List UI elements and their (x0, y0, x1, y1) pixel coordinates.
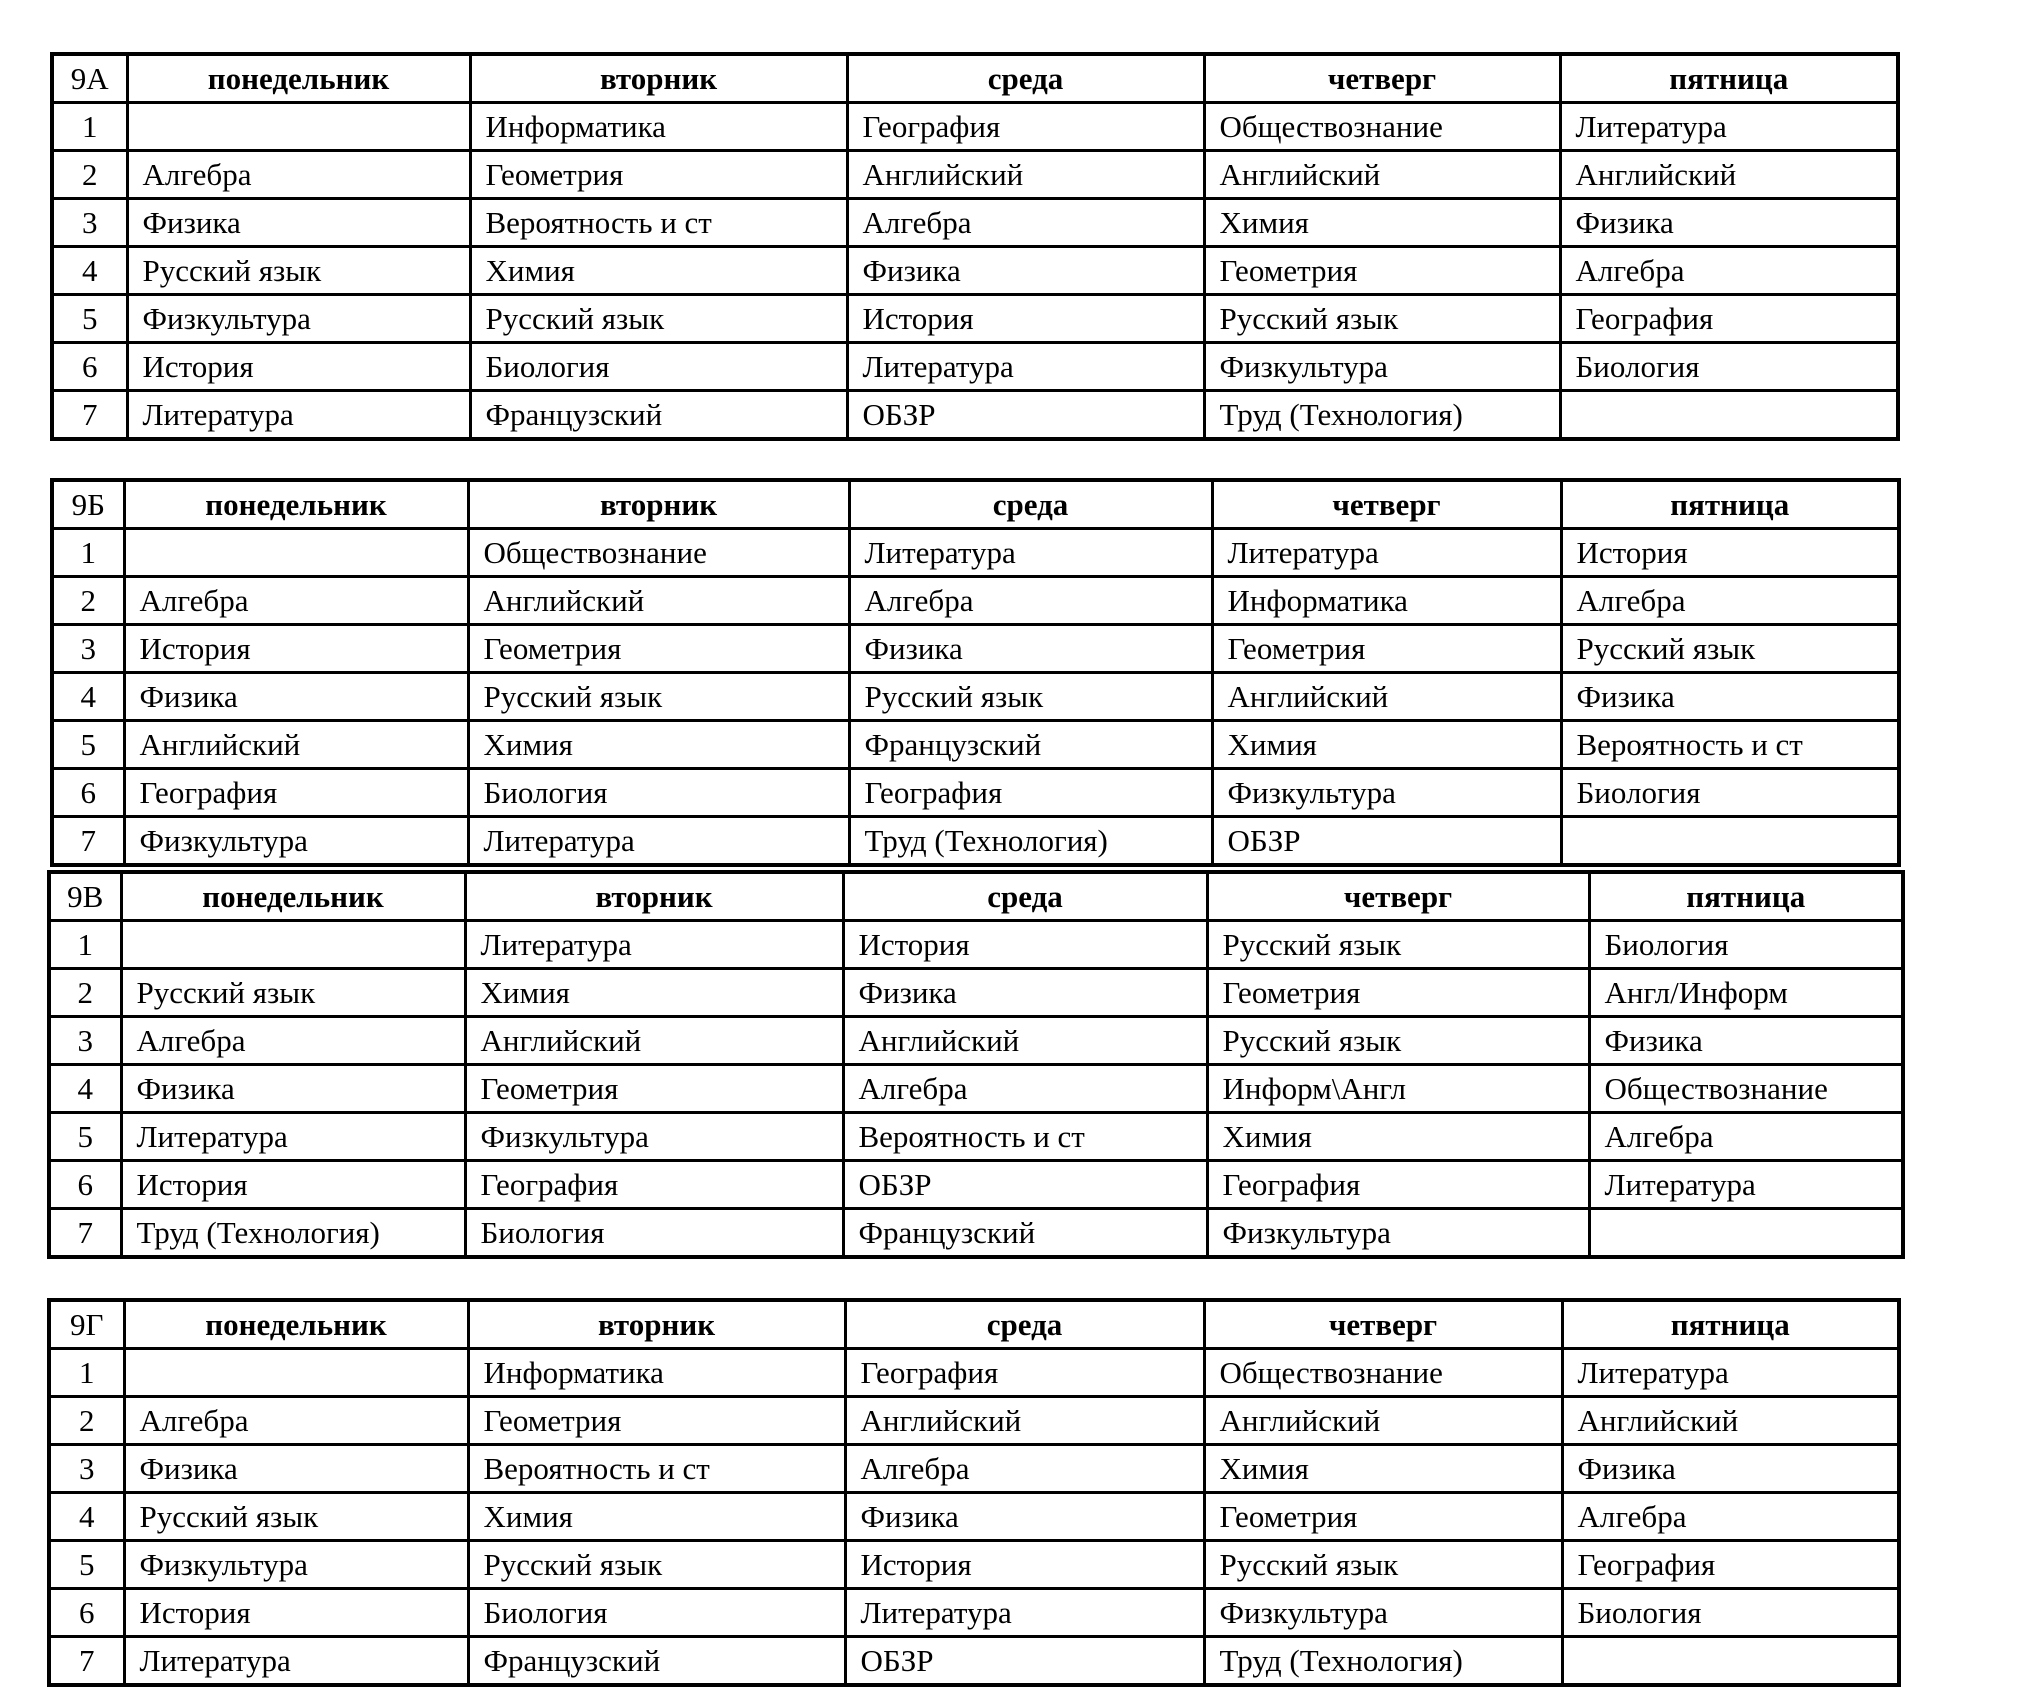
subject-cell: Английский (845, 1397, 1204, 1445)
lesson-number: 6 (52, 343, 127, 391)
subject-cell: Геометрия (1204, 1493, 1562, 1541)
lesson-number: 2 (52, 151, 127, 199)
class-name: 9Г (49, 1300, 124, 1349)
table-row (49, 969, 1903, 1017)
subject-cell: Информатика (470, 103, 847, 151)
subject-cell: Биология (470, 343, 847, 391)
subject-cell: Литература (1562, 1349, 1899, 1397)
table-row (49, 1017, 1903, 1065)
subject-cell: Физика (843, 969, 1207, 1017)
subject-cell: История (121, 1161, 465, 1209)
subject-cell: Физика (849, 625, 1212, 673)
subject-cell: Химия (470, 247, 847, 295)
subject-cell: Алгебра (1561, 577, 1899, 625)
subject-cell: Французский (470, 391, 847, 440)
lesson-number: 3 (49, 1017, 121, 1065)
lesson-number: 5 (52, 295, 127, 343)
subject-cell: Литература (1560, 103, 1898, 151)
table-row (49, 1637, 1899, 1686)
subject-cell: Русский язык (849, 673, 1212, 721)
subject-cell: Вероятность и ст (468, 1445, 845, 1493)
lesson-number: 1 (52, 103, 127, 151)
lesson-number: 1 (49, 1349, 124, 1397)
header-row (52, 54, 1898, 103)
subject-cell: Геометрия (468, 1397, 845, 1445)
table-row (49, 1209, 1903, 1258)
subject-cell: Физика (1560, 199, 1898, 247)
day-header: четверг (1207, 872, 1589, 921)
subject-cell: Английский (465, 1017, 843, 1065)
subject-cell: Английский (1204, 151, 1560, 199)
schedule-table (50, 478, 1901, 867)
subject-cell: Русский язык (470, 295, 847, 343)
subject-cell: Алгебра (843, 1065, 1207, 1113)
subject-cell: История (127, 343, 470, 391)
subject-cell: География (845, 1349, 1204, 1397)
schedule-table (47, 1298, 1901, 1687)
day-header: четверг (1204, 54, 1560, 103)
subject-cell: Труд (Технология) (121, 1209, 465, 1258)
table-row (52, 247, 1898, 295)
subject-cell: Английский (468, 577, 849, 625)
day-header: понедельник (124, 1300, 468, 1349)
lesson-number: 7 (49, 1209, 121, 1258)
subject-cell: Литература (465, 921, 843, 969)
lesson-number: 3 (52, 625, 124, 673)
header-row (49, 872, 1903, 921)
subject-cell: Русский язык (127, 247, 470, 295)
subject-cell: Биология (1561, 769, 1899, 817)
schedule-table (50, 52, 1900, 441)
subject-cell (1562, 1637, 1899, 1686)
subject-cell: Физика (1589, 1017, 1903, 1065)
subject-cell: Алгебра (1560, 247, 1898, 295)
subject-cell: Алгебра (1589, 1113, 1903, 1161)
lesson-number: 7 (49, 1637, 124, 1686)
day-header: пятница (1562, 1300, 1899, 1349)
subject-cell: Информ\Англ (1207, 1065, 1589, 1113)
subject-cell: Физика (127, 199, 470, 247)
subject-cell (1589, 1209, 1903, 1258)
subject-cell (124, 529, 468, 577)
subject-cell: ОБЗР (847, 391, 1204, 440)
lesson-number: 7 (52, 817, 124, 866)
subject-cell: Французский (843, 1209, 1207, 1258)
subject-cell: Физкультура (1212, 769, 1561, 817)
table-row (52, 295, 1898, 343)
subject-cell: Алгебра (1562, 1493, 1899, 1541)
subject-cell: Литература (847, 343, 1204, 391)
subject-cell (121, 921, 465, 969)
subject-cell: Вероятность и ст (843, 1113, 1207, 1161)
subject-cell: Химия (1207, 1113, 1589, 1161)
subject-cell: Литература (1589, 1161, 1903, 1209)
subject-cell: Русский язык (1561, 625, 1899, 673)
subject-cell: Русский язык (1204, 1541, 1562, 1589)
subject-cell: География (1207, 1161, 1589, 1209)
lesson-number: 4 (49, 1065, 121, 1113)
day-header: среда (845, 1300, 1204, 1349)
subject-cell: Химия (468, 721, 849, 769)
subject-cell: Литература (124, 1637, 468, 1686)
subject-cell: Алгебра (124, 577, 468, 625)
day-header: четверг (1212, 480, 1561, 529)
subject-cell (1561, 817, 1899, 866)
table-row (52, 721, 1899, 769)
table-row (52, 343, 1898, 391)
lesson-number: 2 (49, 1397, 124, 1445)
subject-cell: Физика (121, 1065, 465, 1113)
subject-cell: Труд (Технология) (1204, 1637, 1562, 1686)
day-header: понедельник (121, 872, 465, 921)
subject-cell: Обществознание (1204, 1349, 1562, 1397)
subject-cell: Физика (124, 673, 468, 721)
subject-cell: Физкультура (127, 295, 470, 343)
subject-cell: Геометрия (470, 151, 847, 199)
table-row (49, 1113, 1903, 1161)
lesson-number: 6 (49, 1589, 124, 1637)
subject-cell: Английский (1204, 1397, 1562, 1445)
subject-cell: Геометрия (1212, 625, 1561, 673)
subject-cell: Химия (465, 969, 843, 1017)
subject-cell: География (1560, 295, 1898, 343)
subject-cell: Вероятность и ст (470, 199, 847, 247)
table-row (52, 391, 1898, 440)
subject-cell: Геометрия (1204, 247, 1560, 295)
subject-cell: Литература (1212, 529, 1561, 577)
lesson-number: 2 (52, 577, 124, 625)
subject-cell: Английский (847, 151, 1204, 199)
subject-cell: География (847, 103, 1204, 151)
day-header: среда (849, 480, 1212, 529)
table-row (52, 151, 1898, 199)
subject-cell: Физкультура (1204, 343, 1560, 391)
table-row (49, 1065, 1903, 1113)
table-row (49, 1397, 1899, 1445)
subject-cell: История (1561, 529, 1899, 577)
subject-cell: Русский язык (468, 1541, 845, 1589)
table-row (52, 529, 1899, 577)
subject-cell (124, 1349, 468, 1397)
subject-cell: Биология (1589, 921, 1903, 969)
subject-cell: География (849, 769, 1212, 817)
subject-cell: История (845, 1541, 1204, 1589)
subject-cell: Алгебра (849, 577, 1212, 625)
subject-cell: История (124, 625, 468, 673)
subject-cell: Геометрия (465, 1065, 843, 1113)
table-row (49, 921, 1903, 969)
header-row (52, 480, 1899, 529)
table-row (49, 1541, 1899, 1589)
lesson-number: 4 (49, 1493, 124, 1541)
subject-cell: Литература (845, 1589, 1204, 1637)
table-row (52, 103, 1898, 151)
subject-cell: Геометрия (1207, 969, 1589, 1017)
subject-cell: Английский (843, 1017, 1207, 1065)
subject-cell: География (465, 1161, 843, 1209)
subject-cell: Физкультура (124, 817, 468, 866)
table-row (49, 1493, 1899, 1541)
subject-cell: Вероятность и ст (1561, 721, 1899, 769)
subject-cell: Русский язык (1207, 1017, 1589, 1065)
subject-cell: Физика (1562, 1445, 1899, 1493)
subject-cell: Англ/Информ (1589, 969, 1903, 1017)
subject-cell: Обществознание (468, 529, 849, 577)
lesson-number: 3 (52, 199, 127, 247)
subject-cell: География (124, 769, 468, 817)
table-row (52, 625, 1899, 673)
subject-cell: Труд (Технология) (849, 817, 1212, 866)
subject-cell: Химия (468, 1493, 845, 1541)
subject-cell: ОБЗР (845, 1637, 1204, 1686)
subject-cell: Обществознание (1204, 103, 1560, 151)
lesson-number: 6 (49, 1161, 121, 1209)
subject-cell: Русский язык (124, 1493, 468, 1541)
subject-cell: Химия (1212, 721, 1561, 769)
subject-cell: Алгебра (845, 1445, 1204, 1493)
subject-cell: Труд (Технология) (1204, 391, 1560, 440)
subject-cell: ОБЗР (843, 1161, 1207, 1209)
subject-cell: История (843, 921, 1207, 969)
day-header: понедельник (127, 54, 470, 103)
subject-cell: Русский язык (121, 969, 465, 1017)
table-row (49, 1445, 1899, 1493)
subject-cell: Литература (127, 391, 470, 440)
subject-cell: Английский (1560, 151, 1898, 199)
table-row (52, 769, 1899, 817)
lesson-number: 2 (49, 969, 121, 1017)
subject-cell (127, 103, 470, 151)
subject-cell: Биология (1562, 1589, 1899, 1637)
table-row (52, 673, 1899, 721)
lesson-number: 6 (52, 769, 124, 817)
subject-cell: Литература (849, 529, 1212, 577)
subject-cell: Физкультура (1204, 1589, 1562, 1637)
subject-cell: Французский (468, 1637, 845, 1686)
day-header: пятница (1561, 480, 1899, 529)
subject-cell (1560, 391, 1898, 440)
subject-cell: Алгебра (127, 151, 470, 199)
subject-cell: Литература (468, 817, 849, 866)
subject-cell: Биология (468, 1589, 845, 1637)
lesson-number: 5 (49, 1541, 124, 1589)
lesson-number: 5 (49, 1113, 121, 1161)
subject-cell: Английский (1212, 673, 1561, 721)
subject-cell: Французский (849, 721, 1212, 769)
subject-cell: Химия (1204, 199, 1560, 247)
subject-cell: Физика (124, 1445, 468, 1493)
lesson-number: 1 (49, 921, 121, 969)
subject-cell: География (1562, 1541, 1899, 1589)
subject-cell: Геометрия (468, 625, 849, 673)
subject-cell: ОБЗР (1212, 817, 1561, 866)
subject-cell: Информатика (468, 1349, 845, 1397)
lesson-number: 4 (52, 673, 124, 721)
subject-cell: История (847, 295, 1204, 343)
subject-cell: Алгебра (124, 1397, 468, 1445)
day-header: понедельник (124, 480, 468, 529)
subject-cell: Русский язык (1207, 921, 1589, 969)
subject-cell: Русский язык (1204, 295, 1560, 343)
subject-cell: Физика (845, 1493, 1204, 1541)
subject-cell: Физика (1561, 673, 1899, 721)
subject-cell: Русский язык (468, 673, 849, 721)
day-header: вторник (470, 54, 847, 103)
subject-cell: Информатика (1212, 577, 1561, 625)
subject-cell: Химия (1204, 1445, 1562, 1493)
subject-cell: Алгебра (847, 199, 1204, 247)
day-header: среда (847, 54, 1204, 103)
lesson-number: 7 (52, 391, 127, 440)
day-header: вторник (468, 480, 849, 529)
lesson-number: 1 (52, 529, 124, 577)
subject-cell: Физкультура (124, 1541, 468, 1589)
table-row (52, 817, 1899, 866)
day-header: среда (843, 872, 1207, 921)
class-name: 9А (52, 54, 127, 103)
subject-cell: Физкультура (465, 1113, 843, 1161)
lesson-number: 3 (49, 1445, 124, 1493)
class-name: 9В (49, 872, 121, 921)
subject-cell: Физика (847, 247, 1204, 295)
table-row (52, 199, 1898, 247)
subject-cell: Биология (465, 1209, 843, 1258)
lesson-number: 5 (52, 721, 124, 769)
header-row (49, 1300, 1899, 1349)
subject-cell: Английский (124, 721, 468, 769)
lesson-number: 4 (52, 247, 127, 295)
day-header: пятница (1589, 872, 1903, 921)
day-header: четверг (1204, 1300, 1562, 1349)
subject-cell: Английский (1562, 1397, 1899, 1445)
table-row (49, 1161, 1903, 1209)
day-header: вторник (465, 872, 843, 921)
subject-cell: Биология (468, 769, 849, 817)
subject-cell: Обществознание (1589, 1065, 1903, 1113)
subject-cell: Литература (121, 1113, 465, 1161)
table-row (49, 1589, 1899, 1637)
day-header: пятница (1560, 54, 1898, 103)
subject-cell: Физкультура (1207, 1209, 1589, 1258)
table-row (52, 577, 1899, 625)
subject-cell: История (124, 1589, 468, 1637)
subject-cell: Биология (1560, 343, 1898, 391)
day-header: вторник (468, 1300, 845, 1349)
subject-cell: Алгебра (121, 1017, 465, 1065)
class-name: 9Б (52, 480, 124, 529)
schedule-table (47, 870, 1905, 1259)
table-row (49, 1349, 1899, 1397)
